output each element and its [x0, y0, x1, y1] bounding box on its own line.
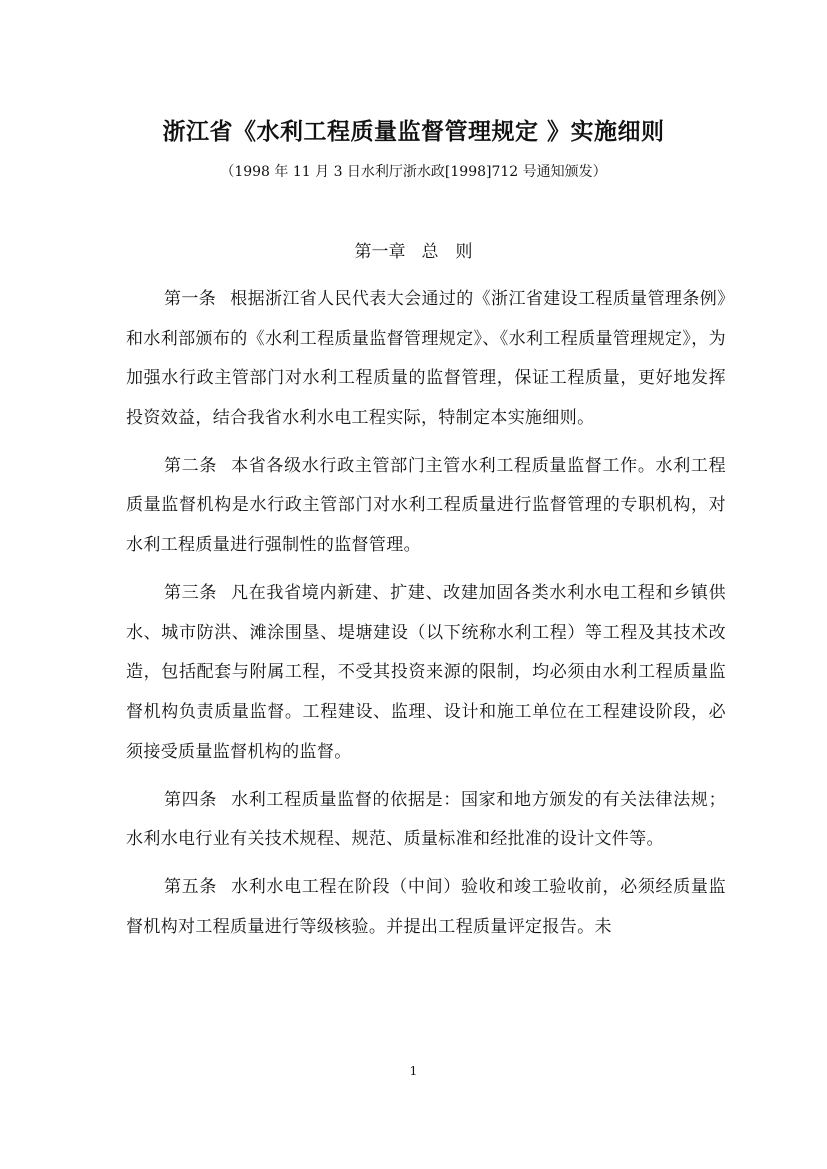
- page-number: 1: [409, 1064, 418, 1078]
- article-3-text: 凡在我省境内新建、扩建、改建加固各类水利水电工程和乡镇供水、城市防洪、滩涂围垦、堤塘建设（以下统称水利工程）等工程及其技术改造，包括配套与附属工程，不受其投资来源的限制，均必须由水利工程质量监督机构负责质量监督。工程建设、监理、设计和施工单位在工程建设阶段，必须接受质量监督机构的监督。: [126, 583, 726, 762]
- document-body: [126, 280, 726, 956]
- article-1: [126, 280, 726, 438]
- article-2: [126, 447, 726, 566]
- article-1-text: 根据浙江省人民代表大会通过的《浙江省建设工程质量管理条例》和水利部颁布的《水利工程质量监督管理规定》、《水利工程质量管理规定》，为加强水行政主管部门对水利工程质量的监督管理，保证工程质量，更好地发挥投资效益，结合我省水利水电工程实际，特制定本实施细则。: [126, 289, 726, 428]
- article-5: [126, 868, 726, 947]
- article-2-label: 第二条: [164, 455, 218, 476]
- document-subtitle: （1998 年 11 月 3 日水利厅浙水政[1998]712 号通知颁发）: [220, 164, 607, 180]
- article-3-label: 第三条: [164, 583, 218, 604]
- chapter-heading: [0, 238, 827, 266]
- chapter-title: 总 则: [421, 242, 473, 262]
- article-2-text: 本省各级水行政主管部门主管水利工程质量监督工作。水利工程质量监督机构是水行政主管部门对水利工程质量进行监督管理的专职机构，对水利工程质量进行强制性的监督管理。: [126, 455, 726, 556]
- article-5-text: 水利水电工程在阶段（中间）验收和竣工验收前，必须经质量监督机构对工程质量进行等级核验。并提出工程质量评定报告。未: [126, 877, 726, 937]
- article-3: [126, 574, 726, 772]
- chapter-label: 第一章: [354, 242, 406, 262]
- article-5-label: 第五条: [164, 877, 218, 898]
- article-4: [126, 781, 726, 860]
- article-4-label: 第四条: [164, 789, 218, 810]
- article-1-label: 第一条: [164, 289, 217, 309]
- article-4-text: 水利工程质量监督的依据是：国家和地方颁发的有关法律法规；水利水电行业有关技术规程、规范、质量标准和经批准的设计文件等。: [126, 789, 726, 850]
- document-title: 浙江省《水利工程质量监督管理规定 》实施细则: [162, 119, 665, 145]
